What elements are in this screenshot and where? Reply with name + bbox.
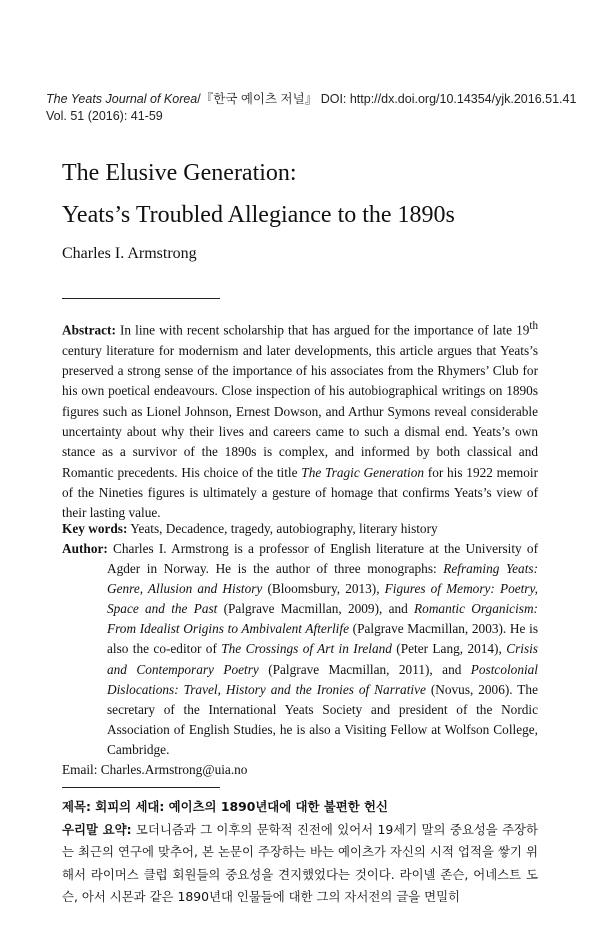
author-bio-label: Author: [62,541,108,556]
korean-abstract-text: 모더니즘과 그 이후의 문학적 진전에 있어서 19세기 말의 중요성을 주장하는 최근의 연구에 맞추어, 본 논문이 주장하는 바는 예이츠가 자신의 시적 업적을 쌓기 위해서 라이머스 클럽 회원들의 중요성을 견지했었다는 것이다. 라이넬 존슨, 어네스트 도슨, 아서 시몬과 같은 1890년대 인물들에 대한 그의 자서전의 글을 면밀히 [62,821,539,905]
abstract-text: In line with recent scholarship that has argued for the importance of late 19 [115,322,530,338]
author-bio-text: (Novus, 2006). The secretary of the International Yeats Society and president of the Nordic Association of English Studies, he is also a Visiting Fellow at Wolfson College, Cambridge. [107,681,538,757]
article-title [62,152,562,236]
author-email[interactable]: Email: Charles.Armstrong@uia.no [62,762,248,778]
korean-abstract [62,819,538,909]
korean-summary [62,796,538,909]
keywords [62,519,538,539]
doi-link[interactable]: DOI: http://dx.doi.org/10.14354/yjk.2016.51.41 [317,92,577,106]
author-bio [62,539,538,780]
book-title: Romantic Organicism: From Idealist Origins to Ambivalent Afterlife [107,601,538,637]
keywords-text: Yeats, Decadence, tragedy, autobiography, literary history [127,521,438,536]
author-bio-text: (Palgrave Macmillan, 2003). He is also the co-editor of [107,621,538,657]
abstract-text: century literature for modernism and later developments, this article argues that Yeats’s preserved a strong sense of the importance of his associates from the Rhymers’ Club for his own poetical endeavours. Close inspection of his autobiographical writings on 1890s figures such as Lionel Johnson, Ernest Dowson, and Arthur Symons reveal considerable uncertainty about why their lives and careers came to such a dismal end. Yeats’s own stance as a survivor of the 1890s is complex, and informed by both classical and Romantic precedents. His choice of the title [62,342,538,480]
abstract-label: Abstract: [62,322,116,338]
author-bio-text: (Peter Lang, 2014), [391,641,507,657]
book-title: Crisis and Contemporary Poetry [107,641,538,677]
title-line-2: Yeats’s Troubled Allegiance to the 1890s [62,202,455,228]
volume-info: Vol. 51 (2016): 41-59 [46,109,163,123]
journal-header [46,91,577,125]
book-title: Figures of Memory: Poetry, Space and the Past [107,581,538,617]
korean-abstract-label: 우리말 요약: [62,821,132,837]
divider-top [62,298,220,299]
korean-title-text: 회피의 세대: 예이츠의 1890년대에 대한 불편한 헌신 [90,799,388,814]
korean-title-label: 제목: [62,799,91,814]
abstract [62,316,538,523]
abstract-superscript: th [529,320,538,332]
author-bio-text: (Palgrave Macmillan, 2009), and [217,601,415,617]
title-line-1: The Elusive Generation: [62,160,297,186]
book-title: Postcolonial Dislocations: Travel, History and the Ironies of Narrative [107,661,538,697]
journal-korean-name: /『한국 예이츠 저널』 [197,92,318,106]
author-bio-text: (Palgrave Macmillan, 2011), and [258,661,471,677]
author-bio-text: Charles I. Armstrong is a professor of English literature at the University of Agder in Norway. He is the author of three monographs: [107,541,538,577]
book-title: Reframing Yeats: Genre, Allusion and History [107,561,538,597]
divider-bottom [62,787,220,788]
abstract-text: for his 1922 memoir of the Nineties figures is ultimately a gesture of homage that confirms Yeats’s view of their lasting value. [62,464,538,521]
keywords-label: Key words: [62,521,128,536]
korean-title [62,796,538,819]
abstract-italic-title: The Tragic Generation [301,464,425,480]
journal-name: The Yeats Journal of Korea [46,92,198,106]
author-bio-text: (Bloomsbury, 2013), [262,581,385,597]
author-name: Charles I. Armstrong [62,245,197,262]
book-title: The Crossings of Art in Ireland [221,641,392,657]
